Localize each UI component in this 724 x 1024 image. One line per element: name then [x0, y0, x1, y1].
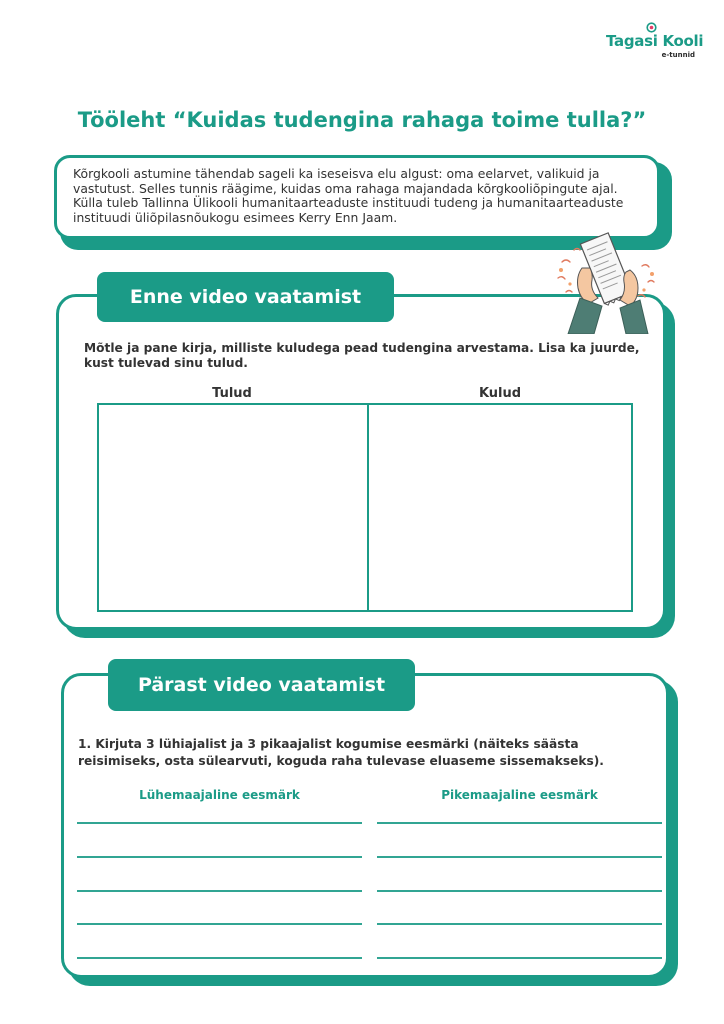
income-column-header: Tulud — [212, 386, 252, 401]
long-term-line-1[interactable] — [377, 822, 662, 824]
long-term-line-5[interactable] — [377, 957, 662, 959]
long-term-line-2[interactable] — [377, 856, 662, 858]
section1-heading: Enne video vaatamist — [97, 272, 394, 322]
section1-instruction: Mõtle ja pane kirja, milliste kuludega pead tudengina arvestama. Lisa ka juurde, kust tulevad sinu tulud. — [84, 341, 640, 370]
section2-instruction: 1. Kirjuta 3 lühiajalist ja 3 pikaajalist kogumise eesmärki (näiteks säästa reisimiseks, osta sülearvuti, koguda raha tulevase eluaseme sissemakseks). — [78, 737, 604, 768]
short-term-line-1[interactable] — [77, 822, 362, 824]
expenses-cell[interactable] — [369, 405, 631, 610]
logo-brand: Tagasi Kooli — [606, 32, 704, 50]
long-term-line-4[interactable] — [377, 923, 662, 925]
logo — [606, 22, 704, 60]
short-term-line-5[interactable] — [77, 957, 362, 959]
receipt-hands-icon — [552, 222, 662, 334]
income-cell[interactable] — [99, 405, 367, 610]
section2-box — [61, 673, 669, 978]
intro-text: Kõrgkooli astumine tähendab sageli ka iseseisva elu algust: oma eelarvet, valikuid ja vastutust. Selles tunnis räägime, kuidas oma rahaga majandada kõrgkooliõpingute ajal. Külla tuleb Tallinna Ülikooli humanitaarteaduste instituudi tudeng ja humanitaarteaduste instituudi üliõpilasnõukogu esimees Kerry Enn Jaam. — [73, 166, 624, 225]
expenses-column-header: Kulud — [478, 386, 522, 401]
long-term-goal-header: Pikemaajaline eesmärk — [441, 788, 598, 802]
income-expenses-table — [97, 403, 633, 612]
long-term-line-3[interactable] — [377, 890, 662, 892]
logo-subtitle: e-tunnid — [661, 51, 695, 59]
short-term-line-3[interactable] — [77, 890, 362, 892]
section2-heading: Pärast video vaatamist — [108, 659, 415, 711]
short-term-line-2[interactable] — [77, 856, 362, 858]
page-title: Tööleht “Kuidas tudengina rahaga toime tulla?” — [77, 108, 647, 132]
short-term-line-4[interactable] — [77, 923, 362, 925]
short-term-goal-header: Lühemaajaline eesmärk — [139, 788, 300, 802]
